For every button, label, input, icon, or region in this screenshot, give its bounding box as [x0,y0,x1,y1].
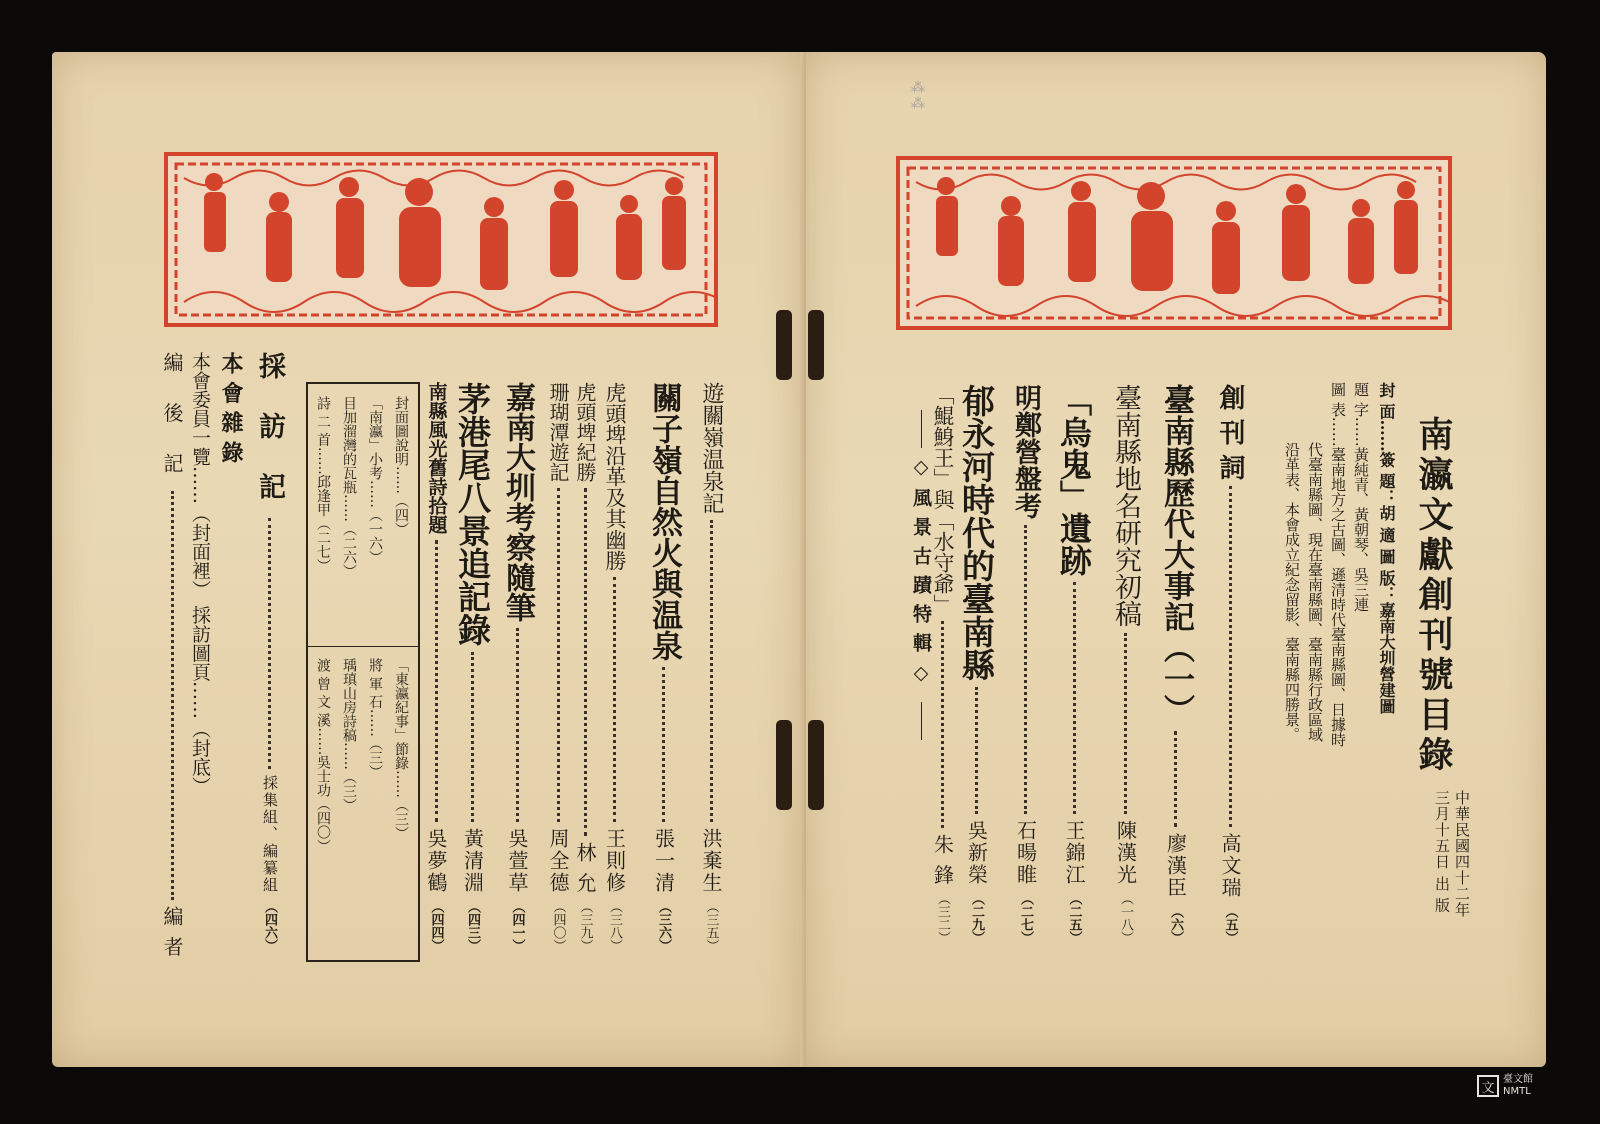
toc-page: （三九） [577,900,593,952]
toc-page: （四六） [262,900,277,952]
box-entry: 「東瀛紀事」節錄……（三） [393,658,409,840]
toc-page: （四三） [465,900,480,952]
toc-page: （三五） [703,900,719,952]
dot-leader [435,540,438,822]
toc-page: （三六） [656,900,671,952]
page-title: 南瀛文獻創刊號目錄 [1413,416,1453,776]
toc-author: 黃清淵 [460,828,485,894]
dot-leader [268,518,271,769]
toc-author: 高文瑞 [1218,833,1242,899]
toc-page: （二九） [969,892,984,944]
nmtl-logo-mark: 文 [1477,1075,1499,1097]
toc-title: 明鄭營盤考 [1010,384,1041,519]
toc-author: 王則修 [602,828,627,894]
dot-leader [613,577,616,822]
box-entry: 詩 二 首……邱逢甲（二七） [315,396,331,573]
section-rule [921,702,922,740]
box-entry: 渡 曾 文 溪……吳士功（四〇） [315,658,331,854]
toc-entry: 本會委員一覽……（封面裡） 採訪圖頁……（封底） [189,352,211,796]
dot-leader [941,621,944,828]
dot-leader [471,652,474,822]
toc-page: （六） [1168,905,1183,944]
toc-author: 洪棄生 [699,828,723,894]
toc-author: 採集組、編纂組 [261,775,279,894]
toc-title: 關子嶺自然火與温泉 [646,382,682,661]
toc-title: 編 後 記 [160,352,184,485]
toc-title: 採 訪 記 [254,352,285,512]
woodcut-banner-right [896,156,1452,330]
dot-leader [1024,525,1027,814]
toc-author: 廖漢臣 [1163,833,1188,899]
toc-author: 林 允 [573,841,597,894]
toc-entry [162,352,182,958]
dot-leader [584,488,587,836]
nmtl-logo-line: NMTL [1503,1086,1531,1097]
toc-entry [453,382,492,952]
dot-leader [1124,633,1127,814]
toc-page: （四一） [509,900,525,952]
box-entry: 封面圖說明……（四） [393,396,409,536]
toc-page: （四四） [428,900,444,952]
toc-title: 遊關嶺温泉記 [699,382,724,514]
dot-leader [1229,486,1232,827]
dot-leader [975,687,978,814]
toc-title: 臺南縣歷代大事記（一） [1158,384,1194,725]
toc-title: 嘉南大圳考察隨筆 [500,382,535,622]
dot-leader [1174,731,1177,827]
dot-leader [1073,582,1076,814]
box-divider [308,646,418,647]
special-section-heading [908,410,935,740]
toc-author: 吳夢鶴 [424,828,448,894]
dot-leader [171,491,174,900]
special-section-label: ◇風景古蹟特輯◇ [910,456,932,694]
toc-title: 虎頭埤沿革及其幽勝 [603,382,627,571]
toc-entry [1012,384,1039,944]
box-entry: 將 軍 石……（三） [367,658,383,779]
toc-title: 「鯤鯓王」與「水守爺」 [931,384,955,615]
toc-entry: 本 會 雜 錄 [218,352,244,463]
nmtl-logo-text [1503,1074,1533,1098]
dot-leader [557,488,560,822]
binding-hole [776,720,792,810]
toc-title: 南縣風光舊詩拾題 [425,382,448,534]
toc-entry [646,382,682,952]
toc-author: 吳萱草 [505,828,529,894]
toc-author: 張一清 [651,828,676,894]
toc-entry [256,352,283,952]
cover-credit: 題 字……黃純青、黃朝琴、吳三連 [1352,382,1370,612]
toc-entry [1112,384,1139,944]
toc-title: 創 刊 詞 [1215,384,1245,481]
toc-author: 朱 鋒 [930,833,955,886]
toc-title: 茅港尾八景追記錄 [453,382,492,646]
toc-author: 編 者 [160,905,184,958]
toc-entry [426,382,446,952]
toc-entry [604,382,625,952]
toc-author: 周全德 [546,828,570,894]
toc-author: 王錦江 [1062,820,1086,886]
toc-title: 珊瑚潭遊記 [546,382,570,482]
toc-page: （三八） [607,900,622,952]
toc-page: （二七） [1018,892,1033,944]
toc-entry [548,382,568,952]
toc-entry [932,384,953,944]
toc-title: 「烏鬼」遺跡 [1055,384,1093,576]
binding-hole [808,310,824,380]
dot-leader [662,667,665,822]
toc-page: （四〇） [550,900,566,952]
box-entry: 「南瀛」小考……（一六） [367,396,383,564]
nmtl-logo [1477,1066,1547,1106]
toc-entry [700,382,722,952]
nmtl-logo-line: 臺文館 [1503,1074,1533,1085]
publication-date: 中華民國四十二年 [1453,790,1471,918]
cover-credit: 代臺南縣圖、現在臺南縣圖、臺南縣行政區域 [1306,442,1324,742]
publication-date: 三月十五日 出 版 [1433,790,1451,914]
dot-leader [516,628,519,822]
binding-hole [776,310,792,380]
toc-author: 吳新榮 [964,820,989,886]
cover-credit: 封 面……簽 題：胡 適 圖 版：嘉南大圳營建圖 [1377,382,1396,714]
toc-entry [1158,384,1194,944]
toc-title: 虎頭埤紀勝 [573,382,597,482]
woodcut-banner-left [164,152,718,327]
library-stamp: ⁂⁂ [910,80,926,112]
toc-title: 郁永河時代的臺南縣 [957,384,996,681]
box-entry: 瑀瑱山房詩稿……（三） [341,658,357,812]
toc-title: 臺南縣地名研究初稿 [1110,384,1141,627]
toc-author: 石暘睢 [1013,820,1038,886]
toc-entry [500,382,535,952]
cover-credit: 圖 表……臺南地方之古圖、遜清時代臺南縣圖、日據時 [1329,382,1347,747]
toc-entry [1217,384,1243,944]
binding-hole [808,720,824,810]
toc-page: （三二） [935,892,950,944]
toc-entry [1055,384,1093,944]
minor-entries-box [306,382,420,962]
section-rule [921,410,922,448]
toc-page: （五） [1222,905,1238,944]
toc-page: （二五） [1066,892,1082,944]
cover-credit: 沿革表、本會成立紀念留影、臺南縣四勝景。 [1283,442,1301,742]
toc-page: （一八） [1118,892,1133,944]
dot-leader [710,520,713,822]
box-entry: 目加溜灣的瓦瓶……（二六） [341,396,357,578]
toc-entry [957,384,996,944]
toc-entry [575,382,595,952]
toc-author: 陳漢光 [1113,820,1138,886]
